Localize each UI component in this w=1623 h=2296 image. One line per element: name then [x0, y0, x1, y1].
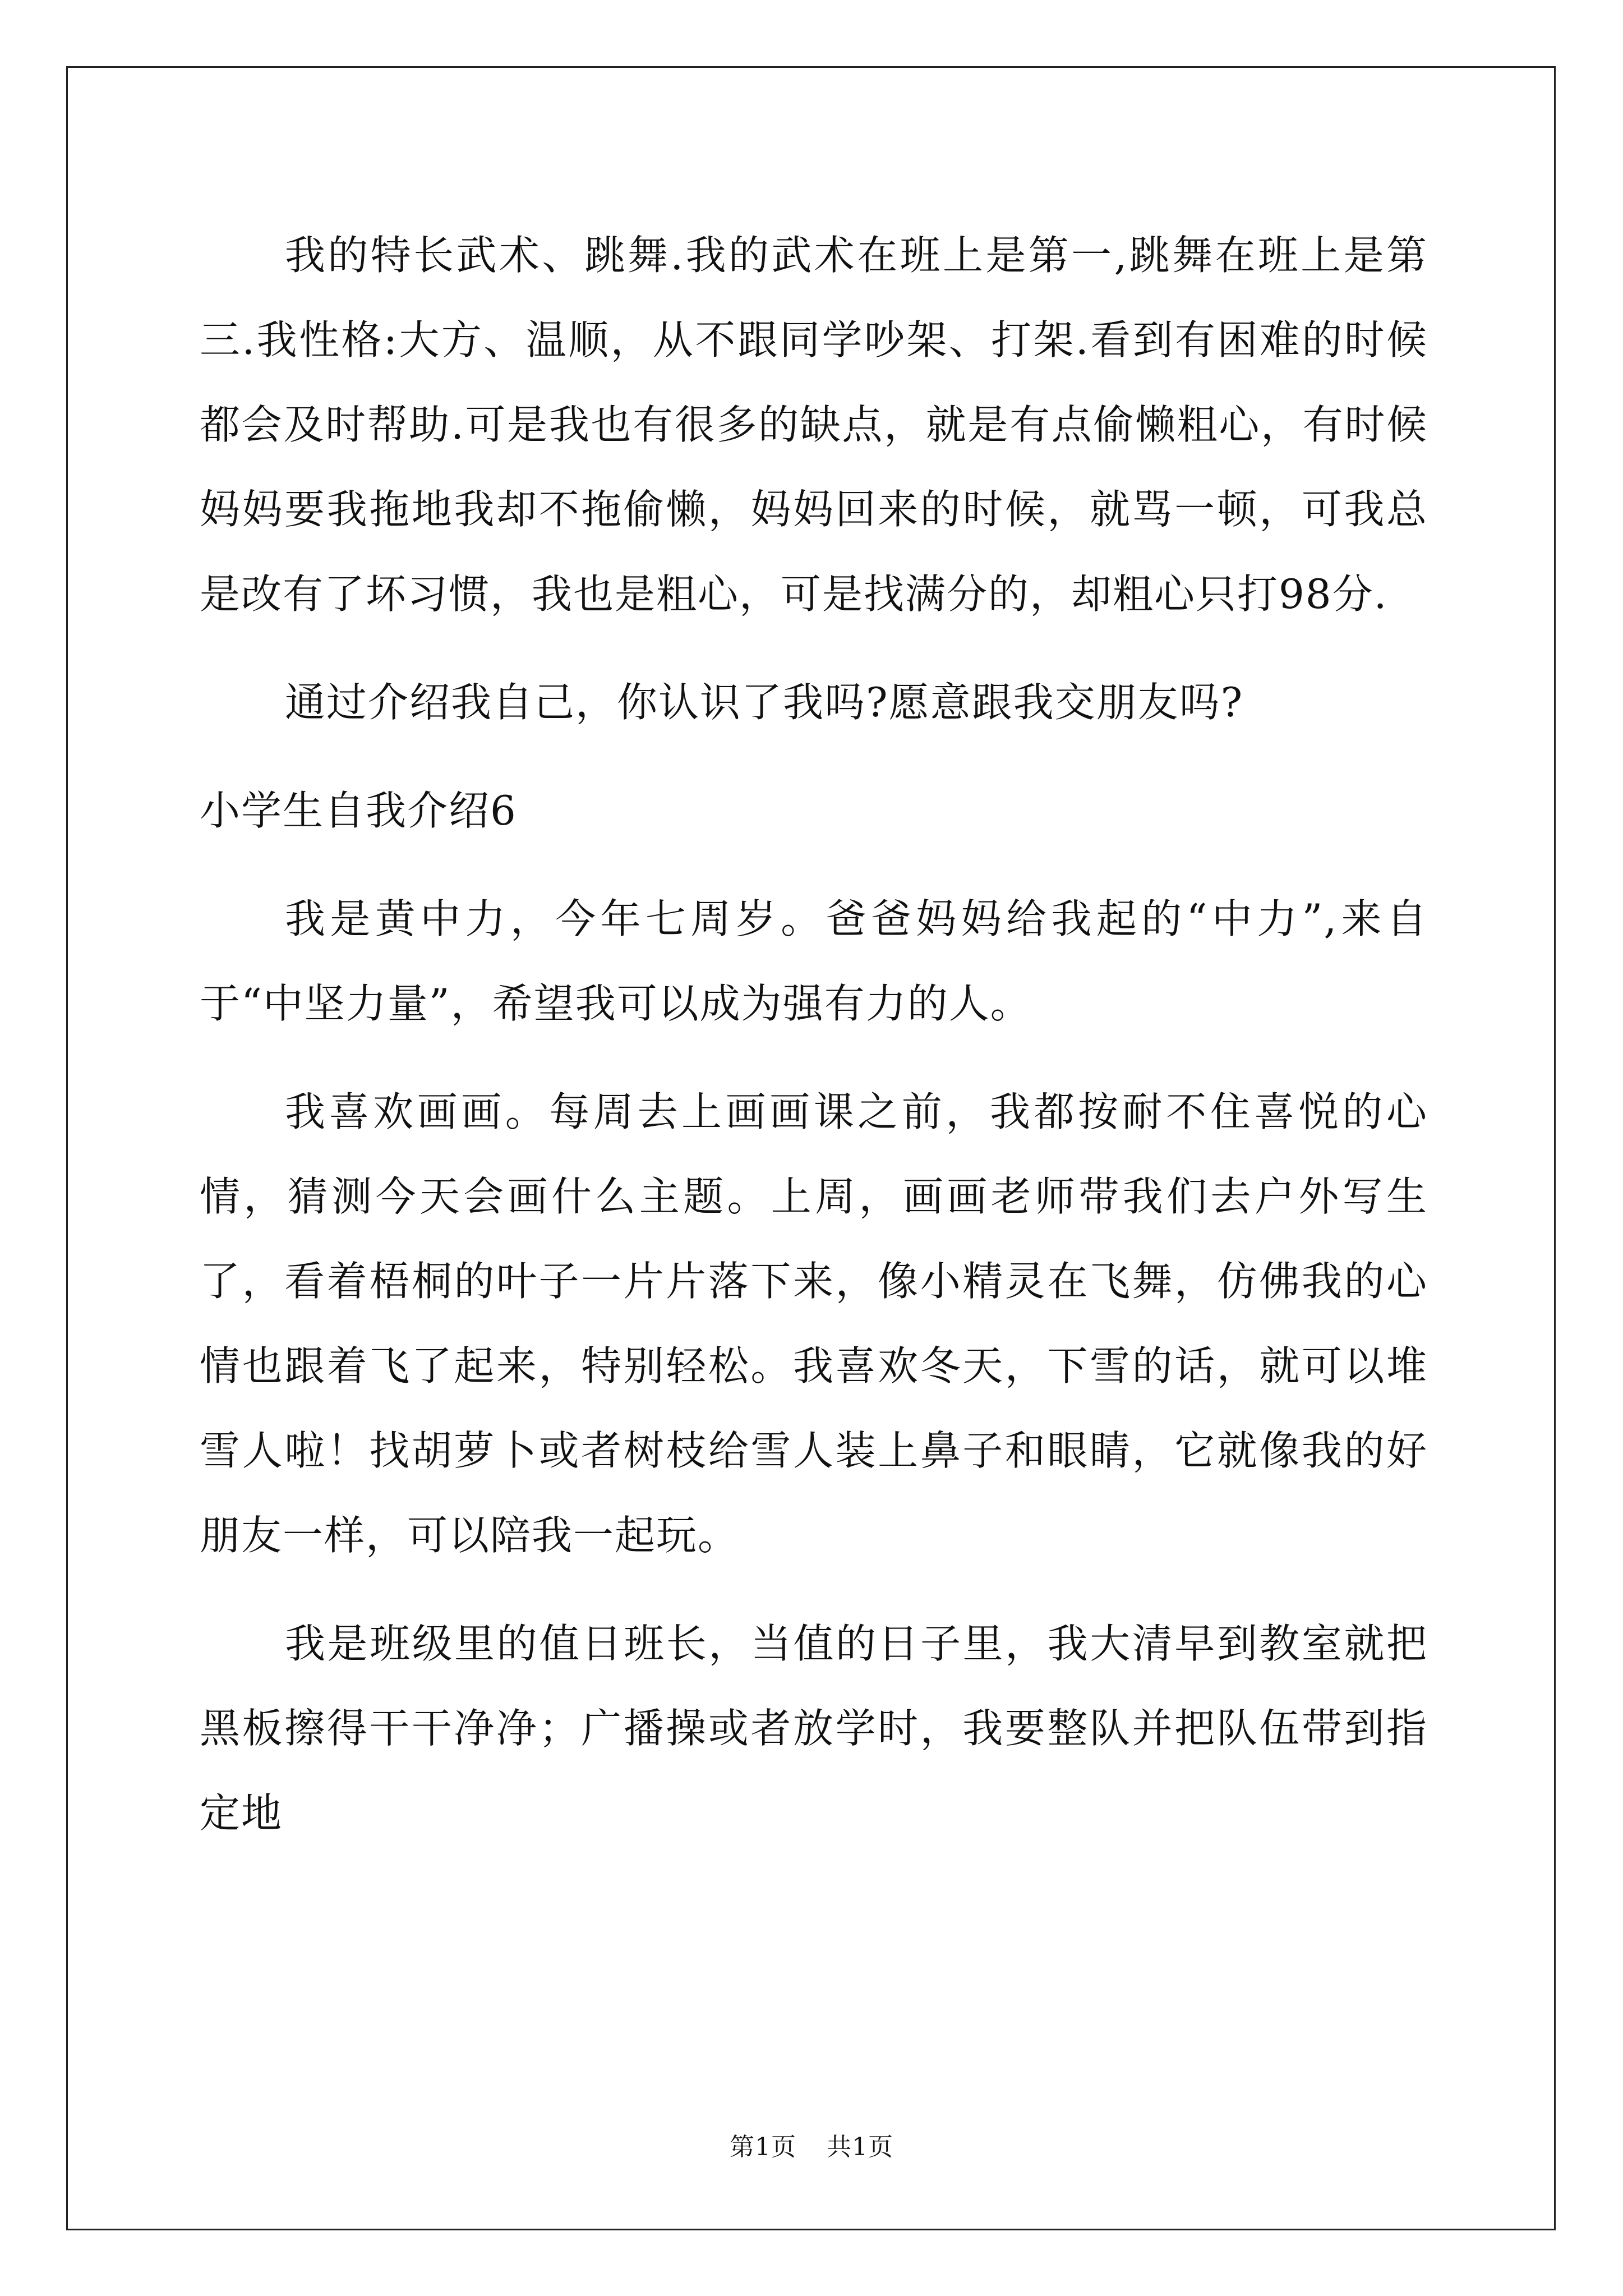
page-number: 第1页 — [730, 2133, 796, 2161]
paragraph-closing-question: 通过介绍我自己，你认识了我吗?愿意跟我交朋友吗? — [285, 679, 1244, 726]
document-body — [200, 213, 1428, 1879]
page-footer — [0, 2131, 1623, 2164]
paragraph-class-monitor: 我是班级里的值日班长，当值的日子里，我大清早到教室就把黑板擦得干干净净；广播操或者放学时，我要整队并把队伍带到指定地 — [200, 1620, 1428, 1837]
paragraph-name-intro: 我是黄中力，今年七周岁。爸爸妈妈给我起的“中力”,来自于“中坚力量”，希望我可以成为强有力的人。 — [200, 895, 1428, 1027]
paragraph-hobbies: 我喜欢画画。每周去上画画课之前，我都按耐不住喜悦的心情，猜测今天会画什么主题。上周，画画老师带我们去户外写生了，看着梧桐的叶子一片片落下来，像小精灵在飞舞，仿佛我的心情也跟着飞了起来，特别轻松。我喜欢冬天，下雪的话，就可以堆雪人啦！找胡萝卜或者树枝给雪人装上鼻子和眼睛，它就像我的好朋友一样，可以陪我一起玩。 — [200, 1088, 1428, 1559]
paragraph-specialties: 我的特长武术、跳舞.我的武术在班上是第一,跳舞在班上是第三.我性格:大方、温顺，从不跟同学吵架、打架.看到有困难的时候都会及时帮助.可是我也有很多的缺点，就是有点偷懒粗心，有时候妈妈要我拖地我却不拖偷懒，妈妈回来的时候，就骂一顿，可我总是改有了坏习惯，我也是粗心，可是找满分的，却粗心只打98分. — [200, 232, 1428, 618]
section-heading: 小学生自我介绍6 — [200, 787, 517, 834]
page-total: 共1页 — [827, 2133, 893, 2161]
